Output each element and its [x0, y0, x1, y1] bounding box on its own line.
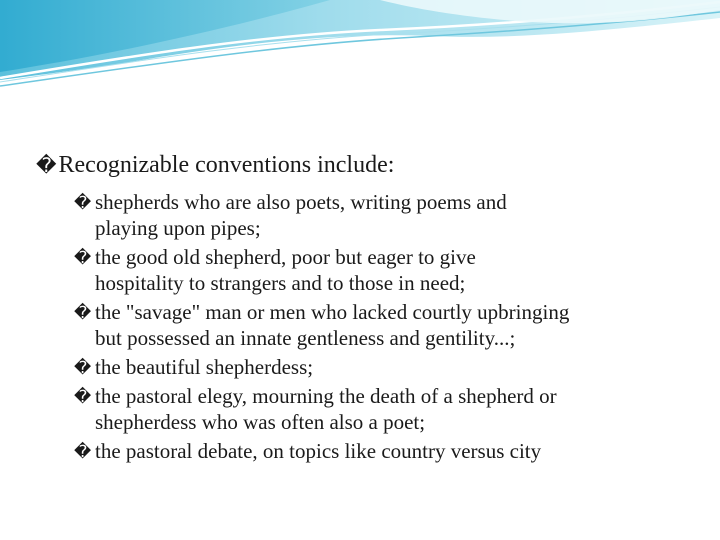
item-line: the beautiful shepherdess; [95, 355, 314, 379]
list-item [74, 383, 704, 435]
item-line: the pastoral debate, on topics like country versus city [95, 439, 542, 463]
bullet-marker: � [74, 192, 92, 212]
bullet-marker: � [74, 441, 92, 461]
item-line: the pastoral elegy, mourning the death of a shepherd or [95, 384, 557, 408]
item-line: hospitality to strangers and to those in need; [95, 271, 466, 295]
bullet-list [74, 189, 704, 467]
item-line: but possessed an innate gentleness and gentility...; [95, 326, 516, 350]
list-item [74, 189, 704, 241]
bullet-marker: � [36, 153, 57, 177]
item-line: playing upon pipes; [95, 216, 261, 240]
bullet-marker: � [74, 357, 92, 377]
list-item [74, 354, 704, 380]
heading-text: Recognizable conventions include: [58, 152, 395, 178]
item-line: the "savage" man or men who lacked courtly upbringing [95, 300, 570, 324]
bullet-marker: � [74, 247, 92, 267]
item-line: shepherds who are also poets, writing poems and [95, 190, 507, 214]
list-item [74, 244, 704, 296]
bullet-marker: � [74, 302, 92, 322]
slide-heading [36, 150, 696, 180]
item-line: shepherdess who was often also a poet; [95, 410, 426, 434]
item-line: the good old shepherd, poor but eager to give [95, 245, 476, 269]
list-item [74, 438, 704, 464]
list-item [74, 299, 704, 351]
bullet-marker: � [74, 386, 92, 406]
